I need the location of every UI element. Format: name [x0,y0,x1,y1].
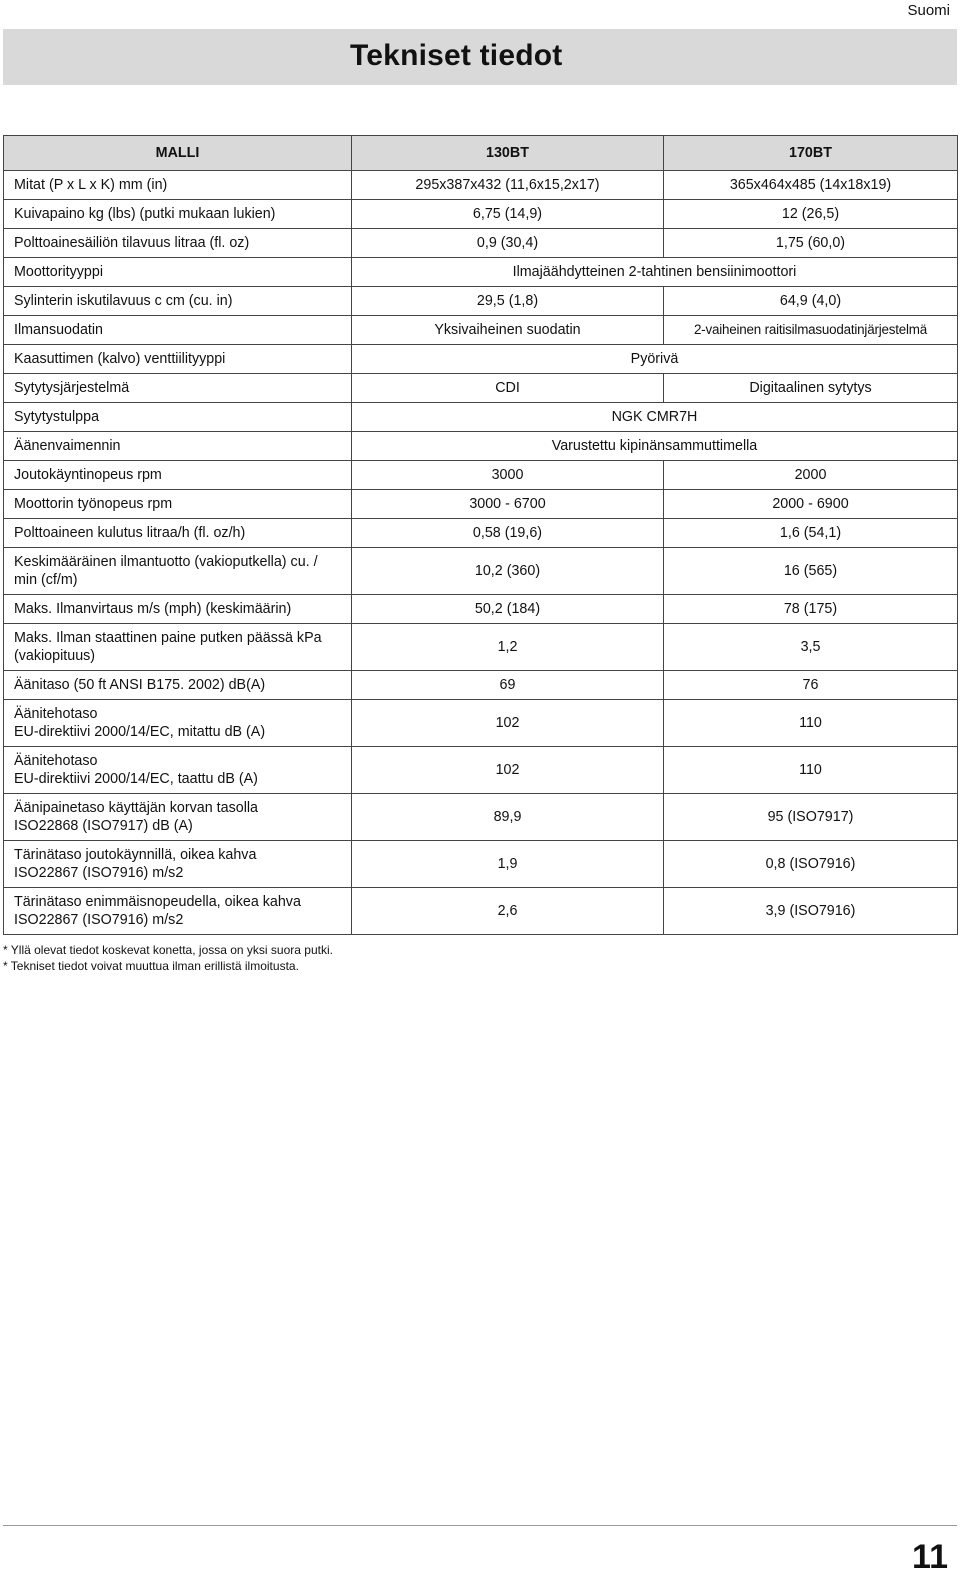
value-130bt: 6,75 (14,9) [352,200,664,229]
value-170bt: 76 [664,671,958,700]
language-label: Suomi [907,2,950,19]
table-row [4,671,958,700]
row-label: Äänenvaimennin [4,432,352,461]
value-both-models: Varustettu kipinänsammuttimella [352,432,958,461]
value-130bt: CDI [352,374,664,403]
value-130bt: 10,2 (360) [352,548,664,595]
table-row [4,403,958,432]
row-label-line: Tärinätaso enimmäisnopeudella, oikea kahva [14,894,301,910]
table-row [4,316,958,345]
row-label: Sylinterin iskutilavuus c cm (cu. in) [4,287,352,316]
row-label: Joutokäyntinopeus rpm [4,461,352,490]
value-170bt: 0,8 (ISO7916) [664,841,958,888]
row-label-line: EU-direktiivi 2000/14/EC, taattu dB (A) [14,771,258,787]
row-label-line: ISO22868 (ISO7917) dB (A) [14,818,193,834]
row-label: Kaasuttimen (kalvo) venttiilityyppi [4,345,352,374]
value-130bt: 3000 - 6700 [352,490,664,519]
row-label: Polttoaineen kulutus litraa/h (fl. oz/h) [4,519,352,548]
value-130bt: 1,2 [352,624,664,671]
table-row [4,794,958,841]
row-label-line: Tärinätaso joutokäynnillä, oikea kahva [14,847,257,863]
row-label-line: EU-direktiivi 2000/14/EC, mitattu dB (A) [14,724,266,740]
row-label-line: Äänipainetaso käyttäjän korvan tasolla [14,800,258,816]
row-label-line: Äänitehotaso [14,706,98,722]
table-row [4,432,958,461]
row-label [4,747,352,794]
value-170bt: 365x464x485 (14x18x19) [664,171,958,200]
value-130bt: 1,9 [352,841,664,888]
value-170bt: 64,9 (4,0) [664,287,958,316]
row-label: Mitat (P x L x K) mm (in) [4,171,352,200]
value-130bt: 50,2 (184) [352,595,664,624]
row-label: Maks. Ilmanvirtaus m/s (mph) (keskimäärin) [4,595,352,624]
value-both-models: Pyörivä [352,345,958,374]
value-170bt: 1,6 (54,1) [664,519,958,548]
title-bar [3,29,957,85]
row-label: Kuivapaino kg (lbs) (putki mukaan lukien) [4,200,352,229]
table-row [4,841,958,888]
table-row [4,229,958,258]
table-row [4,595,958,624]
value-130bt: 0,9 (30,4) [352,229,664,258]
value-both-models: Ilmajäähdytteinen 2-tahtinen bensiinimoottori [352,258,958,287]
value-170bt: 2000 [664,461,958,490]
value-170bt: 110 [664,700,958,747]
table-row [4,548,958,595]
row-label [4,700,352,747]
column-header-170bt: 170BT [664,136,958,171]
value-170bt: 95 (ISO7917) [664,794,958,841]
value-170bt: 16 (565) [664,548,958,595]
table-row [4,519,958,548]
value-170bt: 3,5 [664,624,958,671]
value-130bt: Yksivaiheinen suodatin [352,316,664,345]
value-170bt: Digitaalinen sytytys [664,374,958,403]
table-row [4,747,958,794]
table-row [4,888,958,935]
footnote: * Yllä olevat tiedot koskevat konetta, jossa on yksi suora putki. [3,943,333,957]
row-label: Sytytystulppa [4,403,352,432]
column-header-model: MALLI [4,136,352,171]
value-130bt: 89,9 [352,794,664,841]
value-130bt: 102 [352,700,664,747]
table-row [4,624,958,671]
row-label-line: Äänitehotaso [14,753,98,769]
value-170bt: 1,75 (60,0) [664,229,958,258]
row-label: Moottorityyppi [4,258,352,287]
row-label [4,794,352,841]
column-header-130bt: 130BT [352,136,664,171]
table-row [4,200,958,229]
table-row [4,490,958,519]
table-row [4,345,958,374]
footnotes [3,942,333,974]
page-title: Tekniset tiedot [350,39,563,72]
value-170bt: 12 (26,5) [664,200,958,229]
value-both-models: NGK CMR7H [352,403,958,432]
value-170bt: 110 [664,747,958,794]
row-label: Äänitaso (50 ft ANSI B175. 2002) dB(A) [4,671,352,700]
value-170bt: 3,9 (ISO7916) [664,888,958,935]
table-header-row [4,136,958,171]
table-row [4,171,958,200]
row-label: Polttoainesäiliön tilavuus litraa (fl. oz) [4,229,352,258]
value-130bt: 2,6 [352,888,664,935]
row-label [4,841,352,888]
row-label-line: ISO22867 (ISO7916) m/s2 [14,912,184,928]
value-170bt: 2-vaiheinen raitisilmasuodatinjärjestelmä [664,316,958,345]
value-130bt: 69 [352,671,664,700]
row-label-line: ISO22867 (ISO7916) m/s2 [14,865,184,881]
row-label [4,888,352,935]
value-130bt: 295x387x432 (11,6x15,2x17) [352,171,664,200]
row-label: Maks. Ilman staattinen paine putken päässä kPa (vakiopituus) [4,624,352,671]
footnote: * Tekniset tiedot voivat muuttua ilman erillistä ilmoitusta. [3,959,299,973]
value-130bt: 3000 [352,461,664,490]
value-130bt: 0,58 (19,6) [352,519,664,548]
spec-table [3,135,958,935]
table-row [4,461,958,490]
page-number: 11 [912,1538,948,1576]
table-row [4,700,958,747]
value-170bt: 78 (175) [664,595,958,624]
footer-divider [3,1525,957,1526]
row-label: Moottorin työnopeus rpm [4,490,352,519]
value-130bt: 29,5 (1,8) [352,287,664,316]
value-170bt: 2000 - 6900 [664,490,958,519]
table-row [4,287,958,316]
table-row [4,374,958,403]
row-label: Sytytysjärjestelmä [4,374,352,403]
row-label: Keskimääräinen ilmantuotto (vakioputkella) cu. / min (cf/m) [4,548,352,595]
table-row [4,258,958,287]
row-label: Ilmansuodatin [4,316,352,345]
value-130bt: 102 [352,747,664,794]
